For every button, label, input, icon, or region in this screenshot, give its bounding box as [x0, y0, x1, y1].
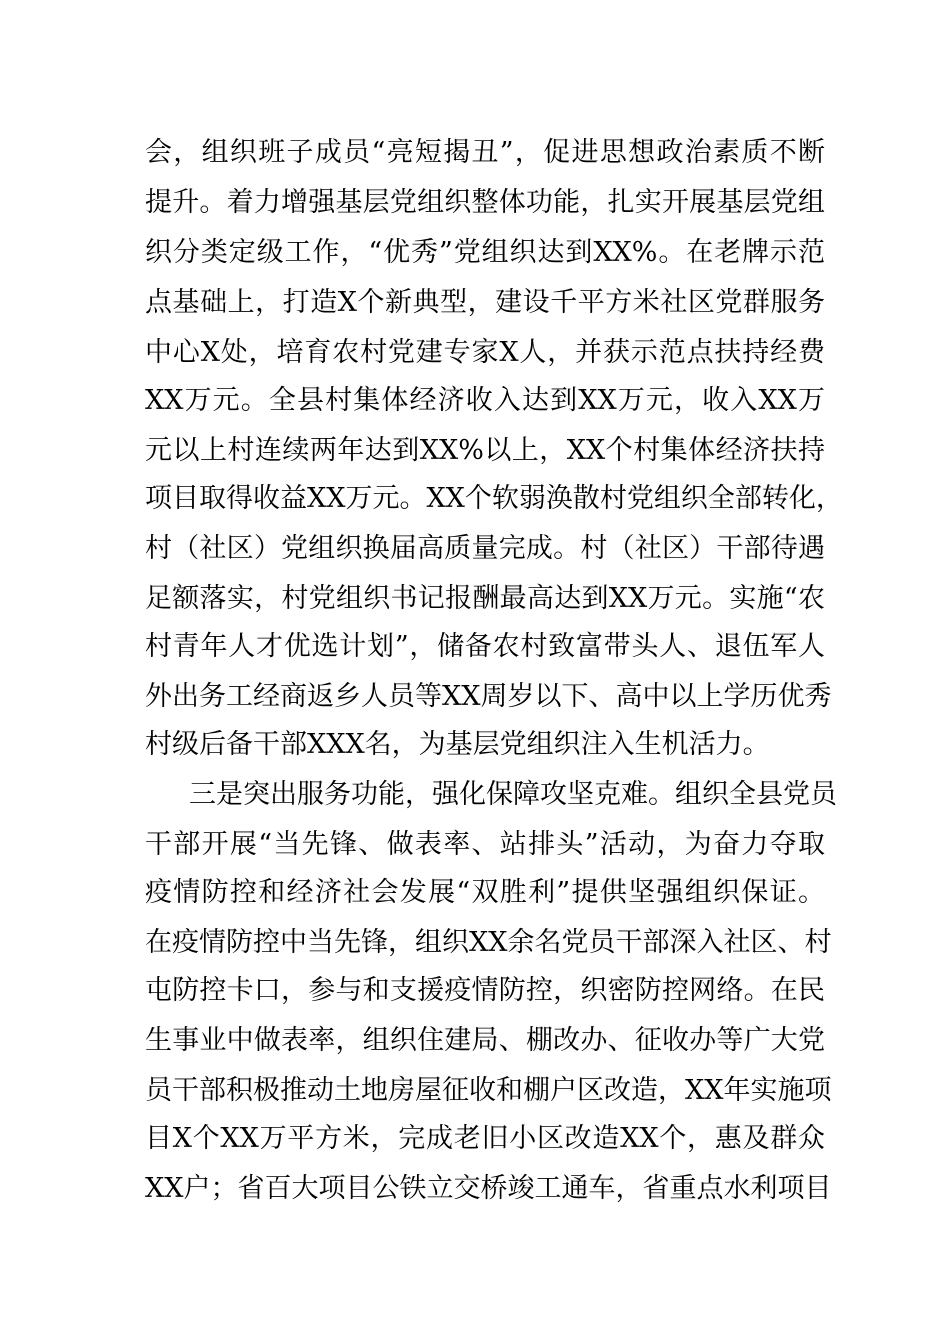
- text-line: 村青年人才优选计划”，储备农村致富带头人、退伍军人: [145, 631, 825, 662]
- text-line: 员干部积极推动土地房屋征收和棚户区改造，XX年实施项: [145, 1075, 832, 1106]
- text-line: 生事业中做表率，组织住建局、棚改办、征收办等广大党: [145, 1025, 825, 1056]
- text-line: XX户；省百大项目公铁立交桥竣工通车，省重点水利项目: [145, 1173, 832, 1204]
- text-line: 足额落实，村党组织书记报酬最高达到XX万元。实施“农: [145, 583, 825, 614]
- text-line: 中心X处，培育农村党建专家X人，并获示范点扶持经费: [145, 337, 825, 368]
- text-line: 提升。着力增强基层党组织整体功能，扎实开展基层党组: [145, 187, 825, 218]
- text-line: 村（社区）党组织换届高质量完成。村（社区）干部待遇: [145, 533, 825, 564]
- text-line: 项目取得收益XX万元。XX个软弱涣散村党组织全部转化，: [145, 483, 843, 514]
- paragraph-first-line: 三是突出服务功能，强化保障攻坚克难。组织全县党员: [189, 779, 837, 810]
- text-line: 目X个XX万平方米，完成老旧小区改造XX个，惠及群众: [145, 1123, 825, 1154]
- text-line: 织分类定级工作，“优秀”党组织达到XX%。在老牌示范: [145, 237, 825, 268]
- text-line: 外出务工经商返乡人员等XX周岁以下、高中以上学历优秀: [145, 681, 832, 712]
- text-line: 元以上村连续两年达到XX%以上，XX个村集体经济扶持: [145, 435, 825, 466]
- text-line: 屯防控卡口，参与和支援疫情防控，织密防控网络。在民: [145, 975, 825, 1006]
- text-line: 村级后备干部XXX名，为基层党组织注入生机活力。: [145, 729, 770, 760]
- text-line: XX万元。全县村集体经济收入达到XX万元，收入XX万: [145, 385, 825, 416]
- text-line: 在疫情防控中当先锋，组织XX余名党员干部深入社区、村: [145, 927, 832, 958]
- text-line: 疫情防控和经济社会发展“双胜利”提供坚强组织保证。: [145, 877, 825, 908]
- text-line: 会，组织班子成员“亮短揭丑”，促进思想政治素质不断: [145, 137, 825, 168]
- text-line: 点基础上，打造X个新典型，建设千平方米社区党群服务: [145, 287, 825, 318]
- text-line: 干部开展“当先锋、做表率、站排头”活动，为奋力夺取: [145, 829, 825, 860]
